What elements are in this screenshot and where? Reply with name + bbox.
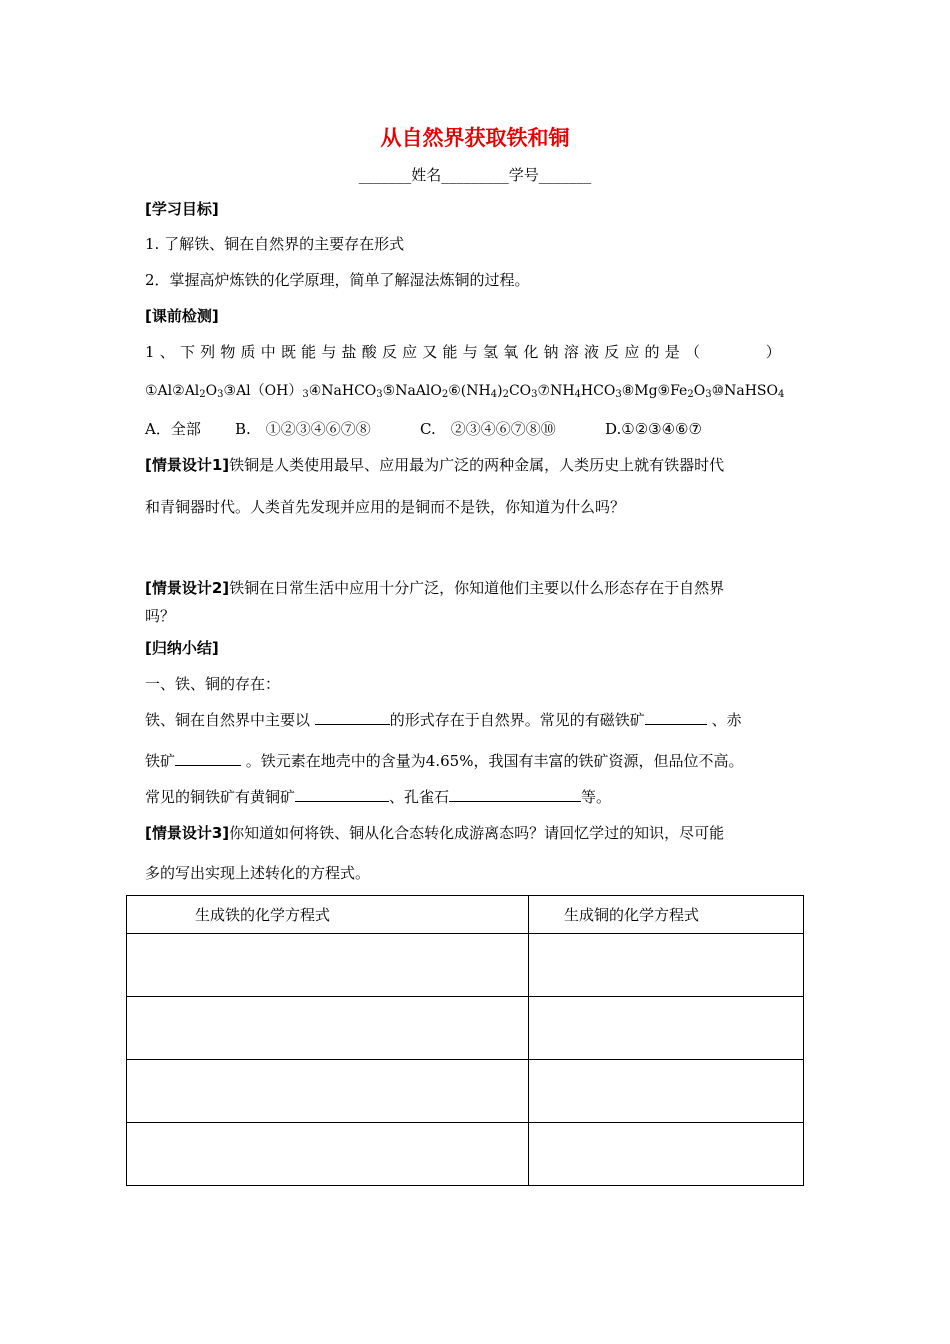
name-blank-2: _________	[441, 166, 509, 184]
id-label: 学号	[508, 166, 539, 184]
subscript: 4	[778, 389, 785, 400]
paragraph-text: 常见的铜铁矿有黄铜矿	[145, 788, 296, 806]
page-title: 从自然界获取铁和铜	[380, 126, 570, 150]
substance-text: ⑩NaHSO	[711, 383, 778, 399]
fill-blank-magnetite[interactable]	[645, 710, 707, 725]
subscript: 4	[490, 389, 498, 400]
substance-text: ⑥(NH	[448, 383, 491, 399]
substance-text: ④NaHCO	[308, 383, 377, 399]
paragraph-text: 等。	[581, 788, 612, 806]
substance-text: O	[693, 383, 706, 399]
paragraph-text: 。铁元素在地壳中的含量为4.65%，我国有丰富的铁矿资源，但品位不高。	[245, 752, 744, 770]
goal-2: 2．掌握高炉炼铁的化学原理，简单了解湿法炼铜的过程。	[145, 271, 530, 289]
question-1: 1、下列物质中既能与盐酸反应又能与氢氧化钠溶液反应的是（ ）	[145, 343, 786, 361]
scene-3-text: 你知道如何将铁、铜从化合态转化成游离态吗？请回忆学过的知识，尽可能	[229, 824, 725, 842]
fill-blank-existence-form[interactable]	[315, 710, 390, 725]
table-cell-copper-3[interactable]	[529, 1060, 804, 1123]
subscript: 3	[302, 389, 309, 400]
scene-2-line-1	[145, 577, 724, 598]
paragraph-text: 、赤	[711, 711, 742, 729]
table-cell-iron-4[interactable]	[127, 1123, 529, 1186]
substance-text: ①Al②Al	[145, 383, 200, 399]
scene-2-line-2: 吗？	[145, 607, 176, 625]
precheck-heading: [课前检测]	[145, 307, 219, 325]
summary-subheading: 一、铁、铜的存在：	[145, 675, 281, 693]
choice-a: A．全部	[145, 420, 201, 438]
paragraph-text: 铁矿	[145, 752, 176, 770]
substance-text: ⑦NH	[537, 383, 575, 399]
substance-text: ⑧Mg⑨Fe	[621, 383, 688, 399]
scene-3-heading: [情景设计3]	[145, 824, 230, 842]
substance-text: CO	[508, 383, 532, 399]
table-row	[127, 1123, 804, 1186]
fill-paragraph-line-3	[145, 786, 611, 807]
id-blank: _______	[538, 166, 592, 184]
scene-3-line-1	[145, 822, 724, 843]
subscript: 4	[574, 389, 581, 400]
fill-paragraph-line-1	[145, 709, 742, 730]
table-cell-iron-1[interactable]	[127, 934, 529, 997]
table-cell-iron-2[interactable]	[127, 997, 529, 1060]
substance-text: )	[497, 383, 503, 399]
subscript: 3	[376, 389, 383, 400]
subscript: 2	[199, 389, 206, 400]
choice-c: C. ②③④⑥⑦⑧⑩	[420, 420, 556, 438]
subscript: 3	[615, 389, 622, 400]
subscript: 3	[217, 389, 224, 400]
name-label: 姓名	[411, 166, 442, 184]
paragraph-text: 铁、铜在自然界中主要以	[145, 711, 311, 729]
substance-text: HCO	[580, 383, 616, 399]
table-row	[127, 1060, 804, 1123]
summary-heading: [归纳小结]	[145, 639, 219, 657]
substance-text: ⑤NaAlO	[382, 383, 442, 399]
table-cell-copper-2[interactable]	[529, 997, 804, 1060]
answer-choices	[145, 418, 702, 439]
scene-3-line-2: 多的写出实现上述转化的方程式。	[145, 864, 371, 882]
subscript: 2	[687, 389, 694, 400]
table-cell-copper-4[interactable]	[529, 1123, 804, 1186]
substance-text: O	[205, 383, 218, 399]
scene-2-text: 铁铜在日常生活中应用十分广泛，你知道他们主要以什么形态存在于自然界	[229, 579, 725, 597]
scene-1-heading: [情景设计1]	[145, 456, 230, 474]
choice-d: D.①②③④⑥⑦	[605, 420, 702, 438]
subscript: 2	[441, 389, 449, 400]
column-header-iron: 生成铁的化学方程式	[127, 896, 529, 934]
scene-1-line-2: 和青铜器时代。人类首先发现并应用的是铜而不是铁，你知道为什么吗？	[145, 498, 626, 516]
table-row	[127, 997, 804, 1060]
table-cell-iron-3[interactable]	[127, 1060, 529, 1123]
goals-heading: [学习目标]	[145, 200, 219, 218]
fill-blank-malachite[interactable]	[449, 787, 581, 802]
scene-1-line-1	[145, 454, 724, 475]
goal-1: 1. 了解铁、铜在自然界的主要存在形式	[145, 235, 405, 253]
column-header-copper: 生成铜的化学方程式	[529, 896, 804, 934]
name-blank-1: _______	[358, 166, 412, 184]
substance-text: ③Al（OH）	[223, 383, 303, 399]
name-id-line	[0, 164, 950, 185]
equation-table	[126, 895, 804, 1186]
substance-list	[145, 380, 784, 400]
scene-1-text: 铁铜是人类使用最早、应用最为广泛的两种金属，人类历史上就有铁器时代	[229, 456, 725, 474]
subscript: 2	[502, 389, 509, 400]
subscript: 3	[705, 389, 712, 400]
paragraph-text: 的形式存在于自然界。常见的有磁铁矿	[389, 711, 645, 729]
choice-b: B. ①②③④⑥⑦⑧	[235, 420, 371, 438]
table-header-row	[127, 896, 804, 934]
scene-2-heading: [情景设计2]	[145, 579, 230, 597]
fill-paragraph-line-2	[145, 750, 743, 771]
fill-blank-chalcopyrite[interactable]	[295, 787, 389, 802]
table-cell-copper-1[interactable]	[529, 934, 804, 997]
subscript: 3	[531, 389, 538, 400]
table-row	[127, 934, 804, 997]
paragraph-text: 、孔雀石	[389, 788, 450, 806]
fill-blank-hematite[interactable]	[175, 751, 241, 766]
